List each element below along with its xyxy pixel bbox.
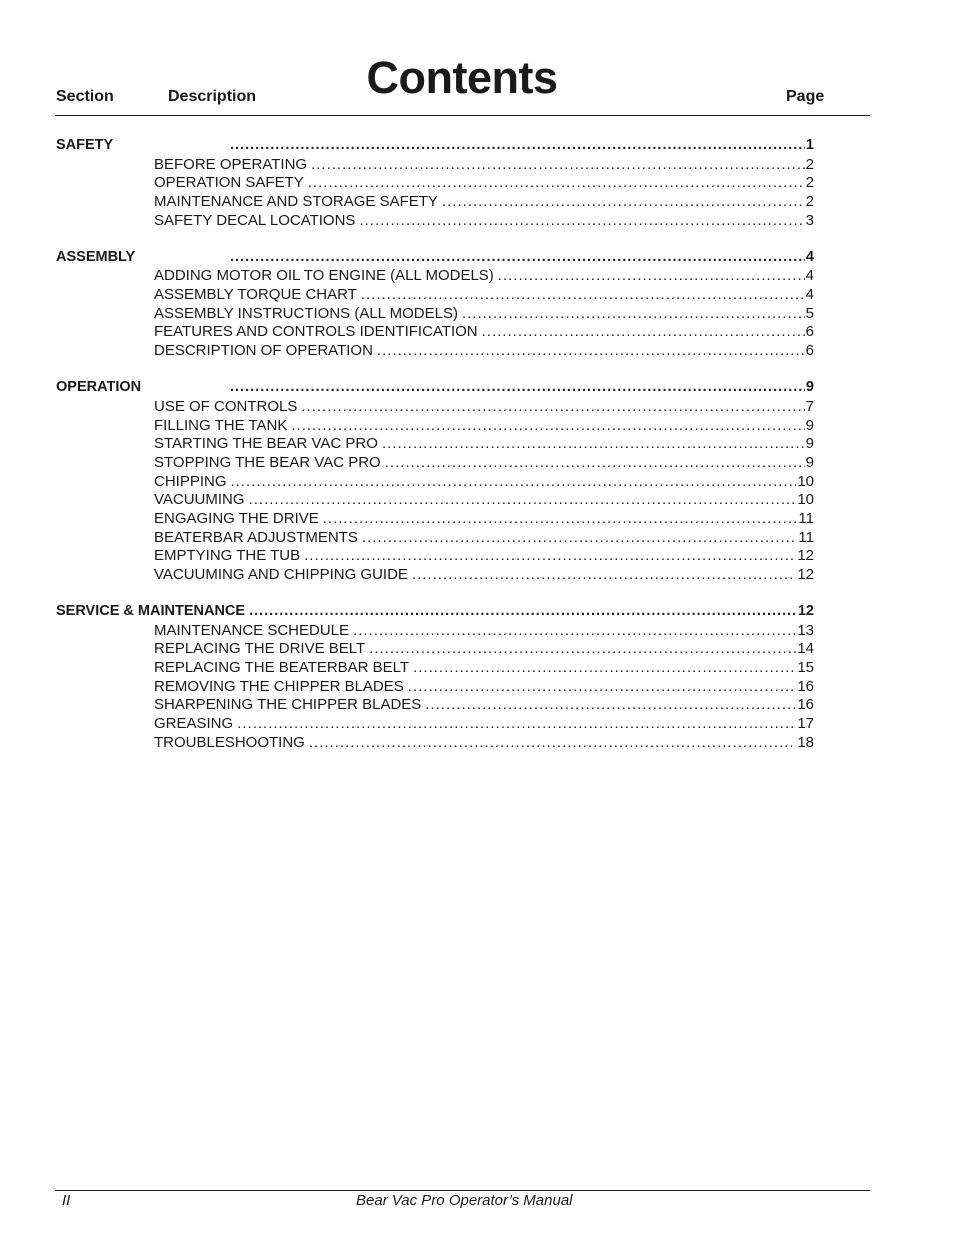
toc-page-number: 4 <box>805 286 814 304</box>
toc-label: REPLACING THE BEATERBAR BELT <box>154 659 410 677</box>
toc-label: BEFORE OPERATING <box>154 155 308 173</box>
toc-entry[interactable] <box>56 342 814 361</box>
toc-entry[interactable] <box>56 174 814 193</box>
toc-page-number: 12 <box>797 603 814 620</box>
toc-entry[interactable] <box>56 566 814 585</box>
toc-entry[interactable] <box>56 640 814 659</box>
dot-leader <box>462 305 805 322</box>
toc-page-number: 18 <box>797 733 814 751</box>
dot-leader <box>249 603 797 619</box>
toc-label: OPERATION <box>56 379 142 396</box>
toc-page-number: 17 <box>797 715 814 733</box>
toc-label: SAFETY <box>56 137 114 153</box>
dot-leader <box>413 659 796 676</box>
toc-label: ASSEMBLY <box>56 248 136 265</box>
dot-leader <box>408 678 797 695</box>
footer-divider <box>55 1190 870 1191</box>
toc-page-number: 12 <box>797 547 814 565</box>
toc-label: FEATURES AND CONTROLS IDENTIFICATION <box>154 323 478 341</box>
toc-entry[interactable] <box>56 435 814 454</box>
dot-leader <box>369 640 796 657</box>
toc-entry[interactable] <box>56 305 814 324</box>
toc-page-number: 11 <box>798 528 814 546</box>
toc-label: GREASING <box>154 715 234 733</box>
toc-entry[interactable] <box>56 715 814 734</box>
dot-leader <box>323 510 798 527</box>
toc-page-number: 10 <box>797 472 814 490</box>
toc-label: TROUBLESHOOTING <box>154 733 305 751</box>
dot-leader <box>361 286 805 303</box>
toc-entry[interactable] <box>56 491 814 510</box>
toc-label: CHIPPING <box>154 472 227 490</box>
toc-page-number: 2 <box>805 174 814 192</box>
toc-page-number: 6 <box>805 323 814 341</box>
toc-entry[interactable] <box>56 678 814 697</box>
toc-page-number: 11 <box>798 509 814 527</box>
toc-label: SAFETY DECAL LOCATIONS <box>154 211 356 229</box>
toc-section-heading[interactable] <box>56 249 814 268</box>
toc-page-number: 4 <box>805 267 814 285</box>
toc-label: BEATERBAR ADJUSTMENTS <box>154 528 358 546</box>
column-header-page: Page <box>786 88 825 105</box>
toc-label: FILLING THE TANK <box>154 416 288 434</box>
toc-label: USE OF CONTROLS <box>154 397 298 415</box>
header-divider <box>55 115 870 116</box>
toc-label: OPERATION SAFETY <box>154 174 304 192</box>
dot-leader <box>359 212 804 229</box>
toc-entry[interactable] <box>56 417 814 436</box>
toc-label: ASSEMBLY INSTRUCTIONS (ALL MODELS) <box>154 304 458 322</box>
toc-entry[interactable] <box>56 510 814 529</box>
dot-leader <box>230 379 805 395</box>
toc-entry[interactable] <box>56 398 814 417</box>
toc-page-number: 13 <box>797 621 814 639</box>
toc-section-heading[interactable] <box>56 603 814 622</box>
toc-label: MAINTENANCE SCHEDULE <box>154 621 350 639</box>
dot-leader <box>362 529 798 546</box>
toc-page-number: 9 <box>805 435 814 453</box>
dot-leader <box>353 622 796 639</box>
toc-entry[interactable] <box>56 193 814 212</box>
toc-page-number: 7 <box>805 397 814 415</box>
column-header-description: Description <box>168 88 257 105</box>
dot-leader <box>301 398 804 415</box>
toc-page-number: 9 <box>805 416 814 434</box>
toc-entry[interactable] <box>56 659 814 678</box>
toc-entry[interactable] <box>56 547 814 566</box>
toc-page-number: 3 <box>805 211 814 229</box>
toc-page-number: 12 <box>797 566 814 584</box>
toc-page-number: 16 <box>797 677 814 695</box>
toc-label: ADDING MOTOR OIL TO ENGINE (ALL MODELS) <box>154 267 494 285</box>
dot-leader <box>425 696 796 713</box>
dot-leader <box>230 137 805 153</box>
toc-label: STARTING THE BEAR VAC PRO <box>154 435 378 453</box>
dot-leader <box>308 174 805 191</box>
footer-page-number: II <box>62 1192 71 1209</box>
toc-entry[interactable] <box>56 622 814 641</box>
toc-label: DESCRIPTION OF OPERATION <box>154 342 373 360</box>
table-of-contents <box>56 137 814 771</box>
dot-leader <box>482 323 805 340</box>
toc-label: EMPTYING THE TUB <box>154 547 301 565</box>
dot-leader <box>304 547 796 564</box>
toc-page-number: 2 <box>805 155 814 173</box>
dot-leader <box>377 342 805 359</box>
toc-entry[interactable] <box>56 734 814 753</box>
toc-page-number: 2 <box>805 193 814 211</box>
dot-leader <box>385 454 805 471</box>
dot-leader <box>498 267 805 284</box>
dot-leader <box>382 435 805 452</box>
toc-page-number: 10 <box>797 491 814 509</box>
dot-leader <box>231 473 797 490</box>
toc-label: VACUUMING <box>154 491 245 509</box>
toc-label: REPLACING THE DRIVE BELT <box>154 640 366 658</box>
toc-section-heading[interactable] <box>56 137 814 156</box>
toc-page-number: 9 <box>805 379 814 396</box>
toc-entry[interactable] <box>56 696 814 715</box>
page-title: Contents <box>366 52 558 103</box>
toc-entry[interactable] <box>56 267 814 286</box>
dot-leader <box>237 715 796 732</box>
toc-label: VACUUMING AND CHIPPING GUIDE <box>154 566 408 584</box>
toc-entry[interactable] <box>56 323 814 342</box>
toc-section-heading[interactable] <box>56 379 814 398</box>
toc-page-number: 4 <box>805 248 814 265</box>
toc-label: SHARPENING THE CHIPPER BLADES <box>154 696 422 714</box>
column-header-section: Section <box>56 88 114 105</box>
toc-page-number: 15 <box>797 659 814 677</box>
toc-label: ASSEMBLY TORQUE CHART <box>154 286 357 304</box>
toc-entry[interactable] <box>56 212 814 231</box>
toc-page-number: 16 <box>797 696 814 714</box>
dot-leader <box>311 156 805 173</box>
toc-section <box>56 249 814 361</box>
toc-entry[interactable] <box>56 156 814 175</box>
toc-section <box>56 603 814 753</box>
toc-entry[interactable] <box>56 286 814 305</box>
toc-entry[interactable] <box>56 473 814 492</box>
toc-label: STOPPING THE BEAR VAC PRO <box>154 453 381 471</box>
toc-entry[interactable] <box>56 529 814 548</box>
dot-leader <box>249 491 797 508</box>
footer-manual-title: Bear Vac Pro Operator’s Manual <box>356 1192 573 1209</box>
toc-page-number: 1 <box>805 137 814 153</box>
toc-section <box>56 379 814 585</box>
toc-label: ENGAGING THE DRIVE <box>154 509 319 527</box>
toc-section <box>56 137 814 230</box>
dot-leader <box>412 566 796 583</box>
toc-page-number: 5 <box>805 304 814 322</box>
dot-leader <box>442 193 805 210</box>
toc-label: REMOVING THE CHIPPER BLADES <box>154 677 404 695</box>
dot-leader <box>230 249 805 265</box>
dot-leader <box>309 734 796 751</box>
dot-leader <box>291 417 804 434</box>
toc-entry[interactable] <box>56 454 814 473</box>
toc-page-number: 14 <box>797 640 814 658</box>
toc-label: MAINTENANCE AND STORAGE SAFETY <box>154 193 438 211</box>
toc-page-number: 6 <box>805 342 814 360</box>
toc-page-number: 9 <box>805 453 814 471</box>
toc-label: SERVICE & MAINTENANCE <box>56 603 246 620</box>
